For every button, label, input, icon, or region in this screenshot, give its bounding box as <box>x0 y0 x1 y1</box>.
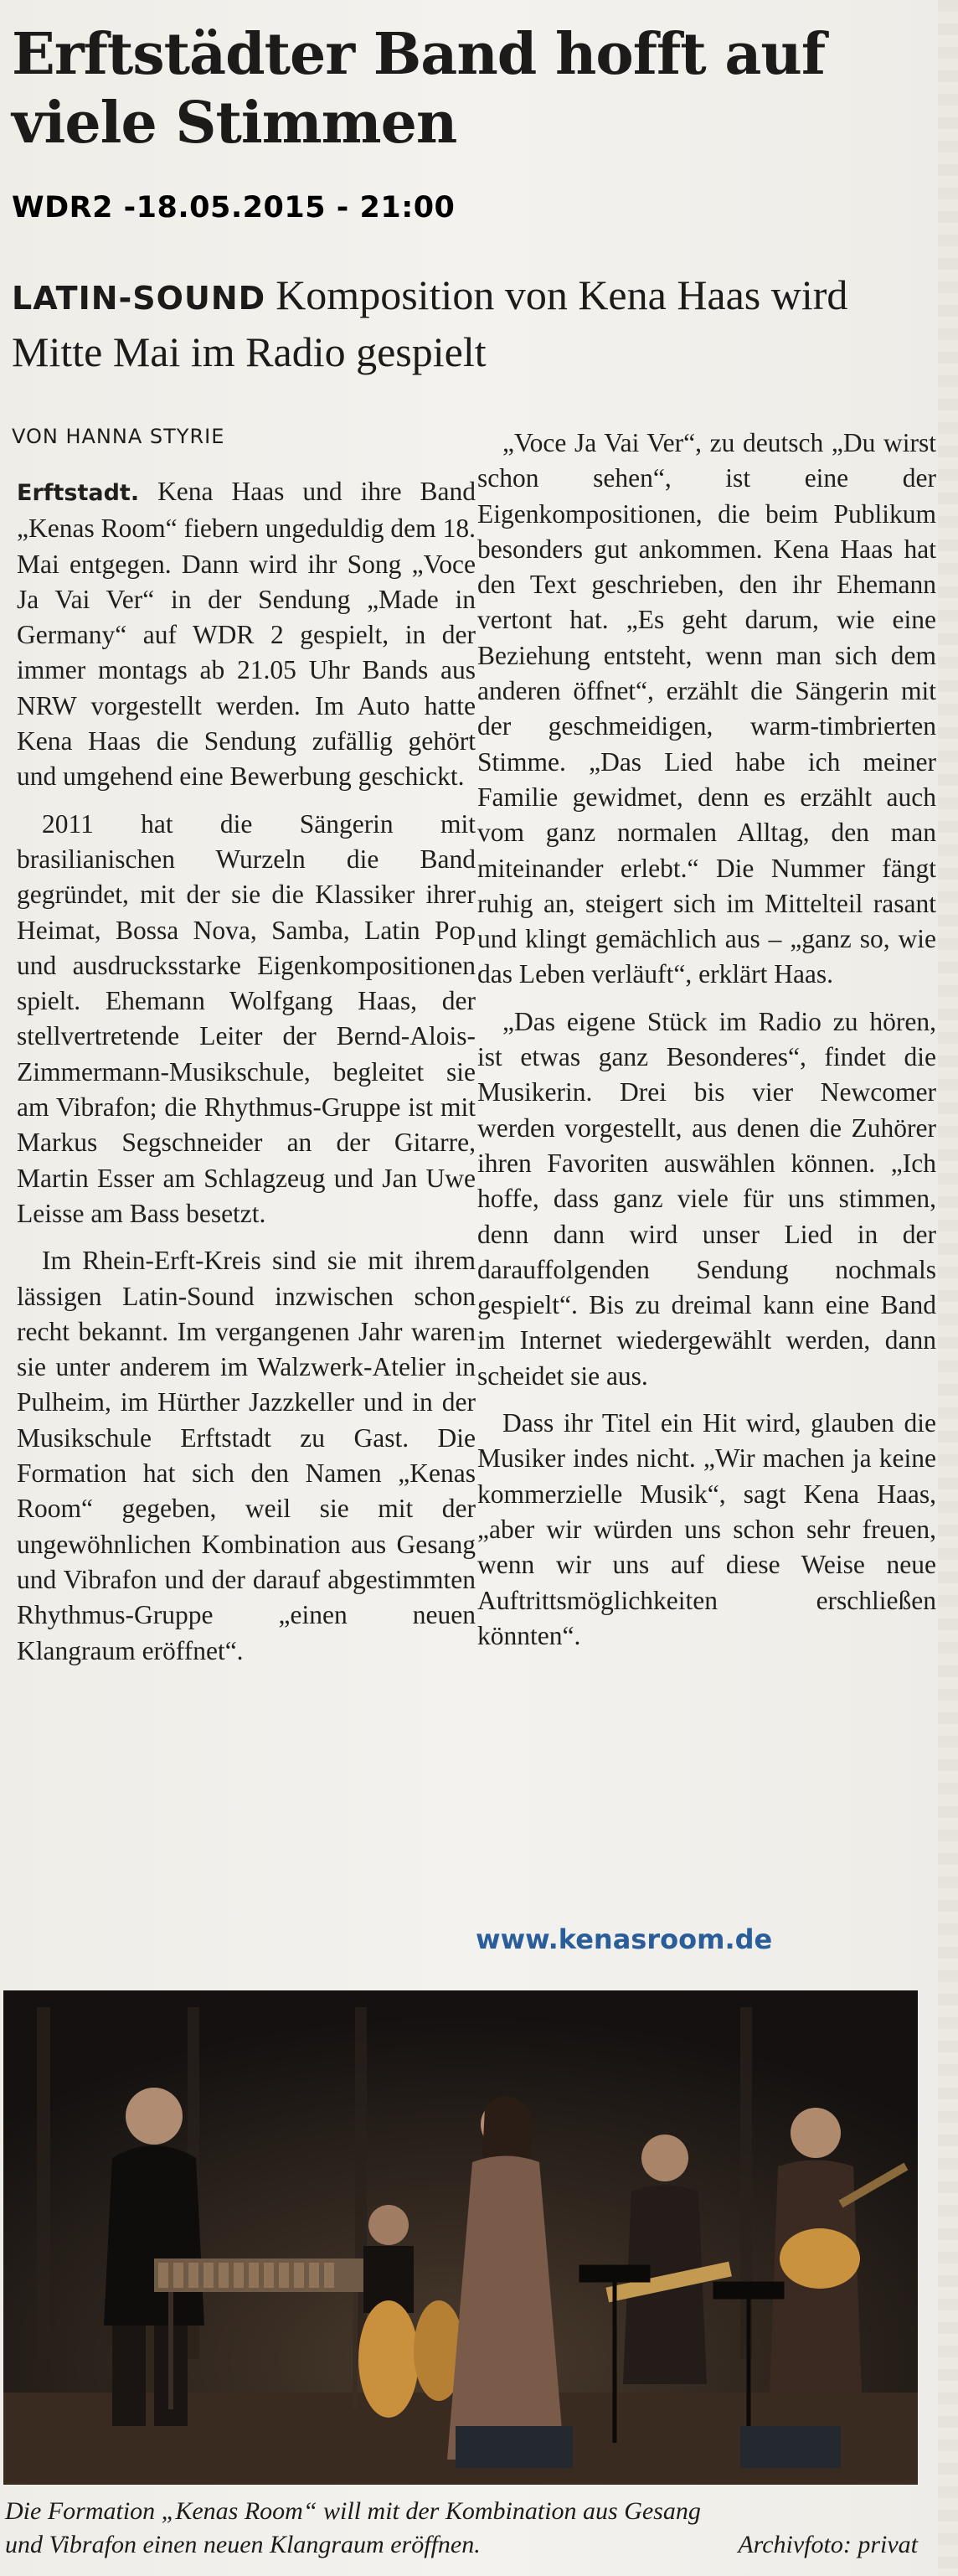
band-photo-illustration <box>3 1990 918 2485</box>
adjacent-page-edge <box>938 0 958 2576</box>
paragraph: „Voce Ja Vai Ver“, zu deutsch „Du wirst schon sehen“, ist eine der Eigenkompositionen, die beim Publikum besonders gut ankommen. Kena Haas hat den Text geschrieben, den ihr Ehemann vertont hat. „Es geht darum, wie eine Beziehung entsteht, wenn man sich dem anderen öffnet“, erzählt die Sängerin mit der geschmeidigen, warm-timbrierten Stimme. „Das Lied habe ich meiner Familie gewidmet, denn es erzählt auch vom ganz normalen Alltag, den man miteinander erlebt.“ Die Nummer fängt ruhig an, steigert sich im Mittelteil rasant und klingt gemächlich aus – „ganz so, wie das Leben verläuft“, erklärt Haas. <box>477 428 936 989</box>
subheadline <box>12 268 933 379</box>
dateline-place: Erftstadt. <box>17 480 140 506</box>
paragraph <box>17 474 476 795</box>
broadcast-note: WDR2 -18.05.2015 - 21:00 <box>12 191 456 225</box>
byline: VON HANNA STYRIE <box>12 425 225 448</box>
website-link[interactable]: www.kenasroom.de <box>476 1923 773 1955</box>
article-column-right <box>477 426 936 1665</box>
paragraph: Dass ihr Titel ein Hit wird, glauben die Musiker indes nicht. „Wir machen ja keine kommerzielle Musik“, sagt Kena Haas, „aber wir würden uns schon sehr freuen, wenn wir uns auf diese Weise neue Auftrittsmöglichkeiten erschließen könnten“. <box>477 1408 936 1650</box>
kicker: LATIN-SOUND <box>12 280 266 317</box>
photo-credit: Archivfoto: privat <box>738 2531 918 2558</box>
headline: Erftstädter Band hofft auf viele Stimmen <box>12 21 826 157</box>
caption-line-1: Die Formation „Kenas Room“ will mit der Kombination aus Gesang <box>5 2497 701 2525</box>
subhead-text: Komposition von Kena Haas wird Mitte Mai im Radio gespielt <box>12 271 848 375</box>
paragraph-text: Kena Haas und ihre Band „Kenas Room“ fiebern ungeduldig dem 18. Mai entgegen. Dann wird ihr Song „Voce Ja Vai Ver“ in der Sendung „Made in Germany“ auf WDR 2 gespielt, in der immer montags ab 21.05 Uhr Bands aus NRW vorgestellt werden. Im Auto hatte Kena Haas die Sendung zufällig gehört und umgehend eine Bewerbung geschickt. <box>17 477 476 792</box>
photo-caption <box>5 2495 926 2562</box>
band-photo <box>3 1990 918 2485</box>
caption-text: und Vibrafon einen neuen Klangraum eröffnen. <box>5 2531 481 2558</box>
article-column-left <box>17 474 476 1680</box>
paragraph: „Das eigene Stück im Radio zu hören, ist etwas ganz Besonderes“, findet die Musikerin. Drei bis vier Newcomer werden vorgestellt, aus denen die Zuhörer ihren Favoriten auswählen können. „Ich hoffe, dass ganz viele für uns stimmen, denn dann wird unser Lied in der darauffolgenden Sendung nochmals gespielt“. Bis zu dreimal kann eine Band im Internet wiedergewählt werden, dann scheidet sie aus. <box>477 1006 936 1391</box>
stage-monitor <box>456 2426 573 2468</box>
stage-monitor <box>740 2426 841 2468</box>
paragraph: 2011 hat die Sängerin mit brasilianischen Wurzeln die Band gegründet, mit der sie die Klassiker ihrer Heimat, Bossa Nova, Samba, Latin Pop und ausdrucksstarke Eigenkompositionen spielt. Ehemann Wolfgang Haas, der stellvertretende Leiter der Bernd-Alois-Zimmermann-Musikschule, begleitet sie am Vibrafon; die Rhythmus-Gruppe ist mit Markus Segschneider an der Gitarre, Martin Esser am Schlagzeug und Jan Uwe Leisse am Bass besetzt. <box>17 808 476 1228</box>
caption-line-2 <box>5 2528 918 2562</box>
paragraph: Im Rhein-Erft-Kreis sind sie mit ihrem lässigen Latin-Sound inzwischen schon recht bekannt. Im vergangenen Jahr waren sie unter anderem im Walzwerk-Atelier in Pulheim, im Hürther Jazzkeller und in der Musikschule Erftstadt zu Gast. Die Formation hat sich den Namen „Kenas Room“ gegeben, weil sie mit der ungewöhnlichen Kombination aus Gesang und Vibrafon und der darauf abgestimmten Rhythmus-Gruppe „einen neuen Klangraum eröffnet“. <box>17 1246 476 1665</box>
